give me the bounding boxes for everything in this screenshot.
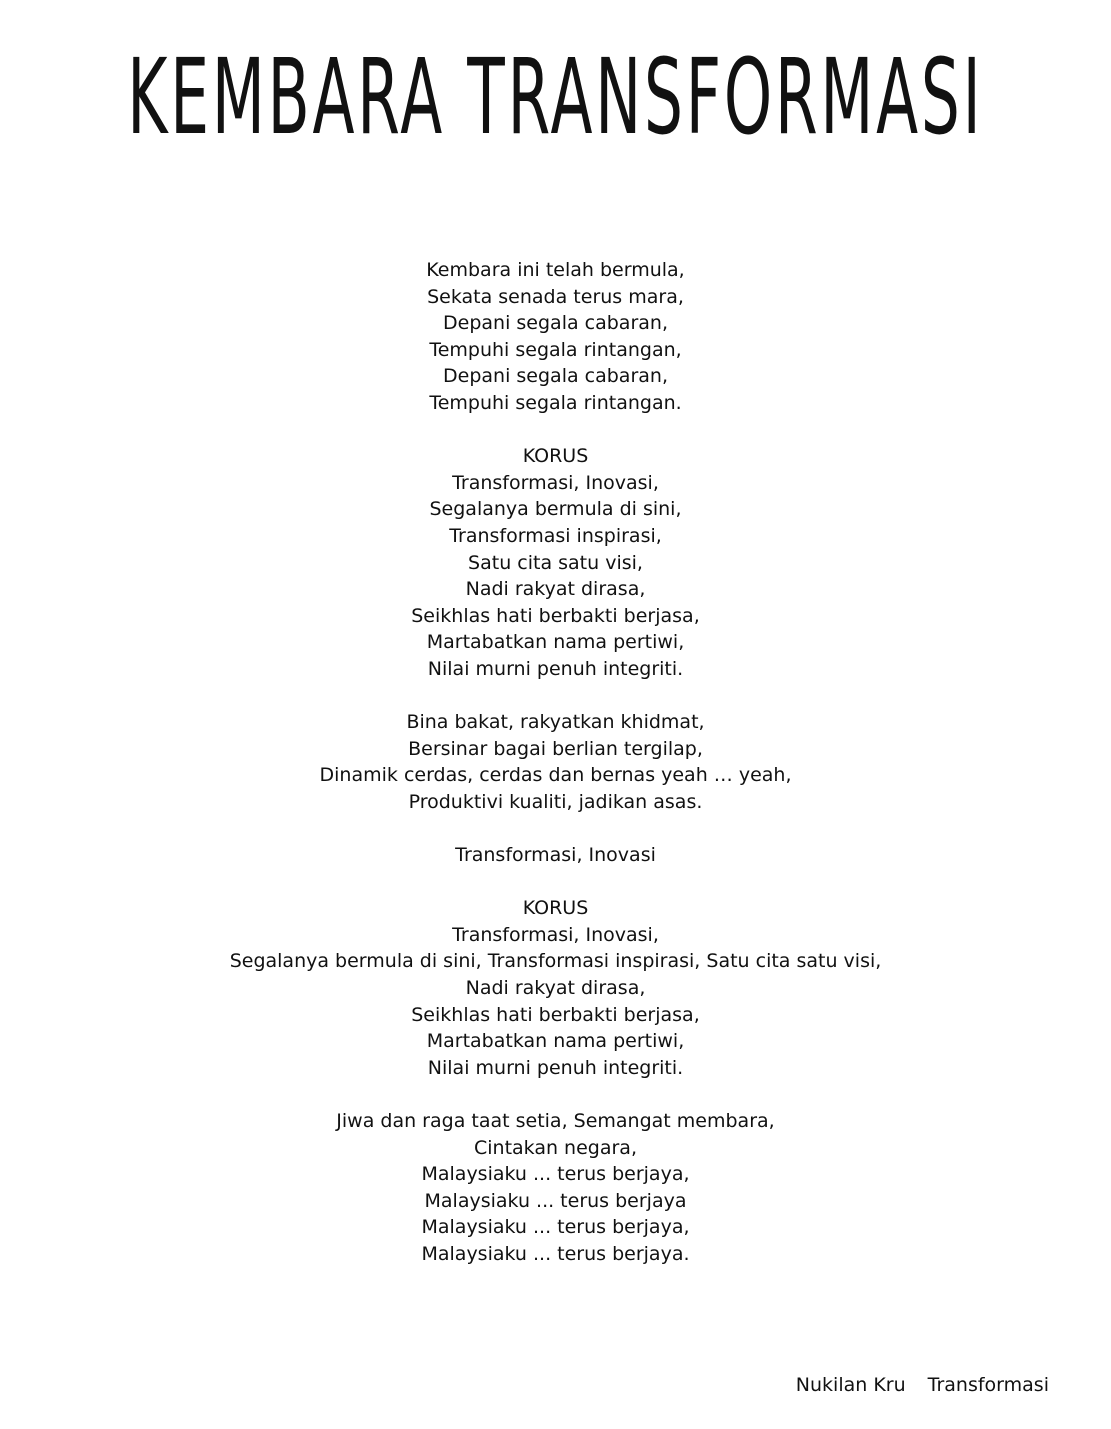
chorus-heading: KORUS [522, 445, 589, 468]
lyric-line: Bina bakat, rakyatkan khidmat, [406, 711, 705, 734]
lyric-line: Transformasi, Inovasi, [452, 471, 659, 494]
lyric-line: Jiwa dan raga taat setia, Semangat membara, [336, 1110, 775, 1132]
lyric-line: Nilai murni penuh integriti. [427, 657, 684, 680]
lyric-line: Segalanya bermula di sini, [429, 498, 682, 521]
lyric-line: Transformasi, Inovasi [455, 844, 656, 867]
lyric-line: Tempuhi segala rintangan, [429, 338, 682, 361]
lyric-line: Cintakan negara, [473, 1136, 637, 1159]
lyric-line: Sekata senada terus mara, [427, 285, 684, 308]
credit-name: Transformasi [927, 1374, 1049, 1396]
song-title [0, 38, 1111, 158]
stanza-chorus-1 [0, 443, 1111, 682]
lyric-line: Martabatkan nama pertiwi, [426, 1030, 685, 1053]
song-title-text: KEMBARA TRANSFORMASI [127, 36, 984, 159]
chorus-heading: KORUS [522, 897, 589, 920]
lyric-line: Depani segala cabaran, [443, 365, 668, 388]
lyric-line: Malaysiaku ... terus berjaya [424, 1189, 687, 1212]
stanza-4 [0, 842, 1111, 869]
lyric-line: Malaysiaku ... terus berjaya, [421, 1216, 690, 1239]
lyric-line: Malaysiaku ... terus berjaya. [421, 1242, 690, 1265]
lyric-line: Malaysiaku ... terus berjaya, [421, 1163, 690, 1186]
lyric-line: Seikhlas hati berbakti berjasa, [411, 604, 700, 627]
lyric-line: Tempuhi segala rintangan. [429, 391, 682, 414]
lyric-line: Transformasi, Inovasi, [452, 923, 659, 946]
lyric-line: Produktivi kualiti, jadikan asas. [408, 790, 703, 813]
lyric-line: Satu cita satu visi, [468, 551, 643, 574]
lyric-line: Transformasi inspirasi, [449, 524, 662, 547]
stanza-1 [0, 257, 1111, 417]
lyric-line: Dinamik cerdas, cerdas dan bernas yeah … yeah, [319, 764, 792, 787]
lyric-line: Seikhlas hati berbakti berjasa, [411, 1003, 700, 1026]
stanza-chorus-2 [0, 895, 1111, 1081]
lyric-line: Nadi rakyat dirasa, [465, 578, 646, 601]
lyrics-body [0, 257, 1111, 1294]
lyric-line: Nilai murni penuh integriti. [427, 1056, 684, 1079]
lyric-line: Nadi rakyat dirasa, [465, 977, 646, 1000]
lyric-line: Segalanya bermula di sini, Transformasi inspirasi, Satu cita satu visi, [229, 950, 882, 973]
stanza-3 [0, 709, 1111, 815]
lyric-line: Kembara ini telah bermula, [426, 259, 685, 281]
credit-line [796, 1372, 1049, 1398]
stanza-6 [0, 1108, 1111, 1268]
credit-prefix: Nukilan Kru [795, 1374, 906, 1396]
lyric-line: Martabatkan nama pertiwi, [426, 631, 685, 654]
lyric-line: Depani segala cabaran, [443, 312, 668, 335]
lyric-line: Bersinar bagai berlian tergilap, [408, 737, 703, 760]
